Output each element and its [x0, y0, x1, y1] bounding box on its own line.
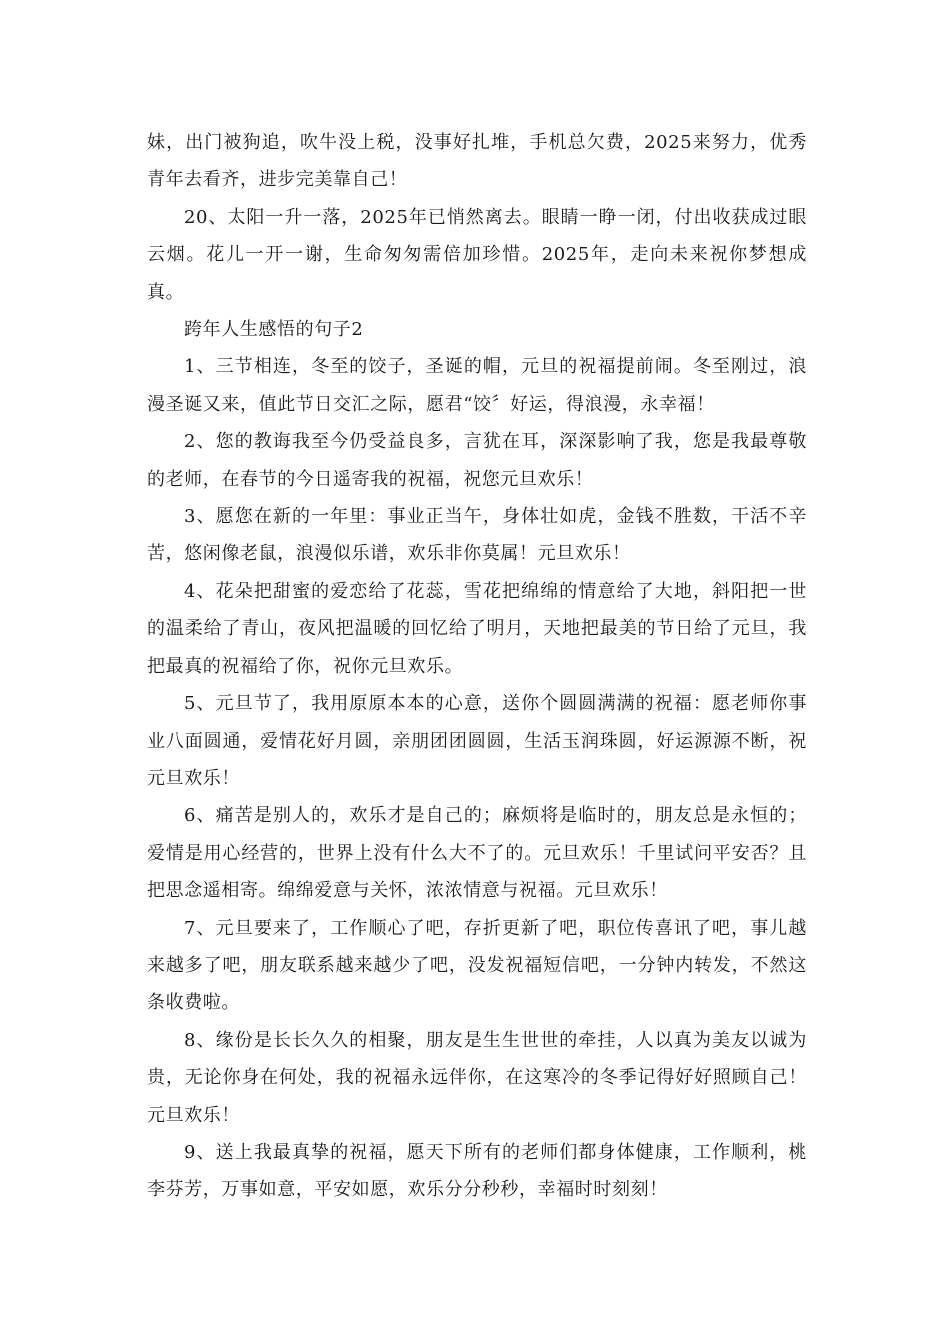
paragraph-continuation: 妹，出门被狗追，吹牛没上税，没事好扎堆，手机总欠费，2025来努力，优秀青年去看齐，进步完美靠自己！ [147, 132, 807, 191]
section-heading: 跨年人生感悟的句子2 [184, 319, 364, 341]
paragraph-item-5: 5、元旦节了，我用原原本本的心意，送你个圆圆满满的祝福：愿老师你事业八面圆通，爱情花好月圆，亲朋团团圆圆，生活玉润珠圆，好运源源不断，祝元旦欢乐！ [147, 693, 807, 789]
paragraph-item-4: 4、花朵把甜蜜的爱恋给了花蕊，雪花把绵绵的情意给了大地，斜阳把一世的温柔给了青山，夜风把温暖的回忆给了明月，天地把最美的节日给了元旦，我把最真的祝福给了你，祝你元旦欢乐。 [147, 580, 807, 677]
paragraph-item-9: 9、送上我最真挚的祝福，愿天下所有的老师们都身体健康，工作顺利，桃李芬芳，万事如意，平安如愿，欢乐分分秒秒，幸福时时刻刻！ [147, 1141, 807, 1201]
document-body [147, 124, 807, 1209]
paragraph-item-8: 8、缘份是长长久久的相聚，朋友是生生世世的牵挂，人以真为美友以诚为贵，无论你身在何处，我的祝福永远伴你，在这寒冷的冬季记得好好照顾自己！元旦欢乐！ [147, 1029, 807, 1126]
paragraph-item-7: 7、元旦要来了，工作顺心了吧，存折更新了吧，职位传喜讯了吧，事儿越来越多了吧，朋友联系越来越少了吧，没发祝福短信吧，一分钟内转发，不然这条收费啦。 [147, 917, 807, 1014]
paragraph-item-6: 6、痛苦是别人的，欢乐才是自己的；麻烦将是临时的，朋友总是永恒的；爱情是用心经营的，世界上没有什么大不了的。元旦欢乐！千里试问平安否？且把思念遥相寄。绵绵爱意与关怀，浓浓情意与祝福。元旦欢乐！ [147, 805, 807, 902]
paragraph-item-2: 2、您的教诲我至今仍受益良多，言犹在耳，深深影响了我，您是我最尊敬的老师，在春节的今日遥寄我的祝福，祝您元旦欢乐！ [147, 431, 807, 490]
paragraph-item-1: 1、三节相连，冬至的饺子，圣诞的帽，元旦的祝福提前闹。冬至刚过，浪漫圣诞又来，值此节日交汇之际，愿君“饺〞好运，得浪漫，永幸福！ [147, 356, 807, 415]
paragraph-item-20: 20、太阳一升一落，2025年已悄然离去。眼睛一睁一闭，付出收获成过眼云烟。花儿一开一谢，生命匆匆需倍加珍惜。2025年，走向未来祝你梦想成真。 [147, 206, 807, 303]
paragraph-item-3: 3、愿您在新的一年里：事业正当午，身体壮如虎，金钱不胜数，干活不辛苦，悠闲像老鼠，浪漫似乐谱，欢乐非你莫属！元旦欢乐！ [147, 506, 807, 565]
